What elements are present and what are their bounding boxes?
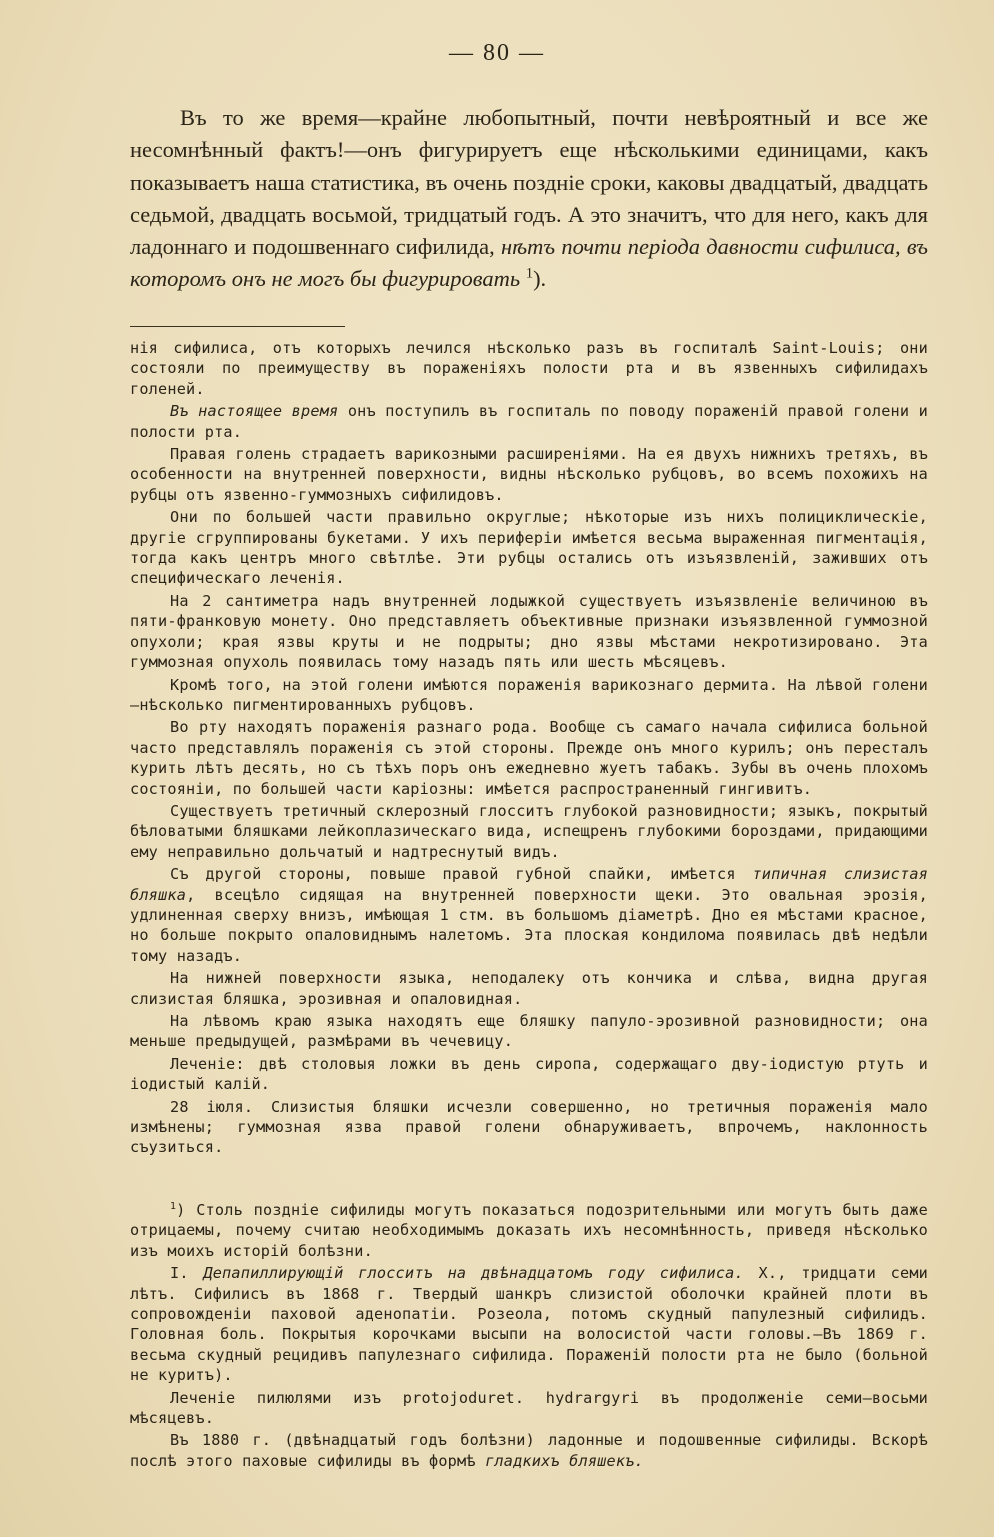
note-text: нiя сифилиса, отъ которыхъ лечился нѣсколько разъ въ госпиталѣ Saint-Louis; они состояли по преимуществу въ пораженiяхъ полости рта и въ язвенныхъ сифилидахъ голеней.: [130, 339, 928, 398]
note-paragraph: [130, 864, 928, 966]
note-paragraph: [130, 675, 928, 716]
note-text: Они по большей части правильно округлые; нѣкоторые изъ нихъ полициклическiе, другiе сгруппированы букетами. У ихъ периферiи имѣется весьма выраженная пигментацiя, тогда какъ центръ много свѣтлѣе. Эти рубцы остались отъ изъязвленiй, заживших отъ специфическаго леченiя.: [130, 508, 928, 588]
main-paragraph: [130, 102, 928, 296]
footnote-marker: 1: [170, 1200, 177, 1212]
note-italic: типичная слизистая бляшка: [130, 865, 929, 904]
note-paragraph: [130, 401, 928, 442]
main-text: [130, 102, 928, 296]
note-paragraph: [130, 338, 928, 399]
page-number: — 80 —: [449, 40, 545, 66]
main-text-end: ).: [533, 266, 547, 292]
note-text: На лѣвомъ краю языка находятъ еще бляшку папуло-эрозивной разновидности; она меньше предыдущей, размѣрами въ чечевицу.: [130, 1012, 928, 1051]
note-paragraph: [130, 717, 928, 799]
footnote-paragraph: [130, 1388, 928, 1429]
note-paragraph: [130, 1097, 928, 1158]
note-text: Леченiе: двѣ столовыя ложки въ день сиропа, содержащаго дву-iодистую ртуть и iодистый калiй.: [130, 1054, 928, 1094]
note-text: Кромѣ того, на этой голени имѣются пораженiя варикознаго дермита. На лѣвой голени—нѣсколько пигментированныхъ рубцовъ.: [130, 675, 928, 714]
note-paragraph: [130, 507, 928, 589]
footnote-text: X., тридцати семи лѣтъ. Сифилисъ въ 1868 г. Твердый шанкръ слизистой оболочки крайней плоти въ сопровожденiи паховой аденопатiи. Розеола, потомъ скудный папулезный сифилидъ. Головная боль. Покрытыя корочками высыпи на волосистой части головы.—Въ 1869 г. весьма скудный рецидивъ папулезнаго сифилида. Пораженiй полости рта не было (больной не куритъ).: [130, 1264, 929, 1385]
footnote-italic: Депапиллирующiй глосситъ на двѣнадцатомъ году сифилиса.: [203, 1264, 744, 1283]
footnote-text: Въ 1880 г. (двѣнадцатый годъ болѣзни) ладонные и подошвенные сифилиды. Вскорѣ послѣ этого паховые сифилиды въ формѣ: [130, 1431, 928, 1470]
main-text-run: Въ то же время—крайне любопытный, почти невѣроятный и все же несомнѣнный фактъ!—онъ фигурируетъ еще нѣсколькими единицами, какъ показываетъ наша статистика, въ очень позднiе сроки, каковы двадцатый, двадцать седьмой, двадцать восьмой, тридцатый годъ. А это значитъ, что для него, какъ для ладоннаго и подошвеннаго сифилида,: [130, 105, 928, 260]
footnote-italic: гладкихъ бляшекъ.: [485, 1451, 644, 1470]
footnote-text: I.: [170, 1264, 204, 1283]
note-text: Правая голень страдаетъ варикозными расширенiями. На ея двухъ нижнихъ третяхъ, въ особенности на внутренней поверхности, видны нѣсколько рубцовъ, во всемъ похожихъ на рубцы отъ язвенно-гуммозныхъ сифилидовъ.: [130, 445, 928, 504]
footnote-ref: 1: [525, 265, 534, 282]
note-paragraph: [130, 1054, 928, 1095]
note-paragraph: [130, 801, 928, 862]
note-paragraph: [130, 1011, 928, 1052]
footnote-paragraph: [130, 1263, 928, 1385]
footnote-paragraph: [130, 1430, 928, 1471]
note-text: На нижней поверхности языка, неподалеку отъ кончика и слѣва, видна другая слизистая бляшка, эрозивная и опаловидная.: [130, 969, 928, 1008]
footnote-text: Леченiе пилюлями изъ protojoduret. hydrargyri въ продолженiе семи—восьми мѣсяцевъ.: [130, 1388, 928, 1428]
note-text: Существуетъ третичный склерозный глосситъ глубокой разновидности; языкъ, покрытый бѣловатыми бляшками лейкоплазическаго вида, испещренъ глубокими бороздами, придающими ему неправильно дольчатый и надтреснутый видъ.: [130, 801, 928, 861]
footnote-paragraph: [130, 1200, 928, 1261]
note-paragraph: [130, 591, 928, 673]
note-text: Во рту находятъ пораженiя разнаго рода. Вообще съ самаго начала сифилиса больной часто представлялъ пораженiя съ этой стороны. Прежде онъ много курилъ; онъ пересталъ курить лѣтъ десять, но съ тѣхъ поръ онъ ежедневно жуетъ табакъ. Зубы въ очень плохомъ состоянiи, по большей части карiозны: имѣется распространенный гингивитъ.: [130, 718, 928, 798]
note-text: 28 iюля. Слизистыя бляшки исчезли совершенно, но третичныя пораженiя мало измѣнены; гуммозная язва правой голени обнаруживаетъ, впрочемъ, наклонность съузиться.: [130, 1097, 928, 1157]
footnote: [130, 1200, 928, 1473]
footnote-text: ) Столь позднiе сифилиды могутъ показаться подозрительными или могутъ быть даже отрицаемы, почему считаю необходимымъ доказать ихъ несомнѣнность, приведя нѣсколько изъ моихъ исторiй болѣзни.: [130, 1201, 928, 1260]
note-paragraph: [130, 968, 928, 1009]
note-text: онъ поступилъ въ госпиталь по поводу пораженiй правой голени и полости рта.: [130, 402, 929, 441]
note-text: Съ другой стороны, повыше правой губной спайки, имѣется: [170, 865, 753, 884]
note-text: , всецѣло сидящая на внутренней поверхности щеки. Это овальная эрозiя, удлиненная сверху внизъ, имѣющая 1 стм. въ большомъ дiаметрѣ. Дно ея мѣстами красное, но больше покрыто опаловиднымъ налетомъ. Эта плоская кондилома появилась двѣ недѣли тому назадъ.: [130, 885, 928, 965]
case-notes: [130, 338, 928, 1160]
footnote-rule: [130, 326, 345, 327]
note-text: На 2 сантиметра надъ внутренней лодыжкой существуетъ изъязвленiе величиною въ пяти-франковую монету. Оно представляетъ объективные признаки изъязвленной гуммозной опухоли; края язвы круты и не подрыты; дно язвы мѣстами некротизировано. Эта гуммозная опухоль появилась тому назадъ пять или шесть мѣсяцевъ.: [130, 591, 928, 672]
note-italic: Въ настоящее время: [170, 402, 339, 421]
main-text-italic: нѣтъ почти перiода давности сифилиса, въ которомъ онъ не могъ бы фигурировать: [130, 234, 928, 292]
note-paragraph: [130, 444, 928, 505]
